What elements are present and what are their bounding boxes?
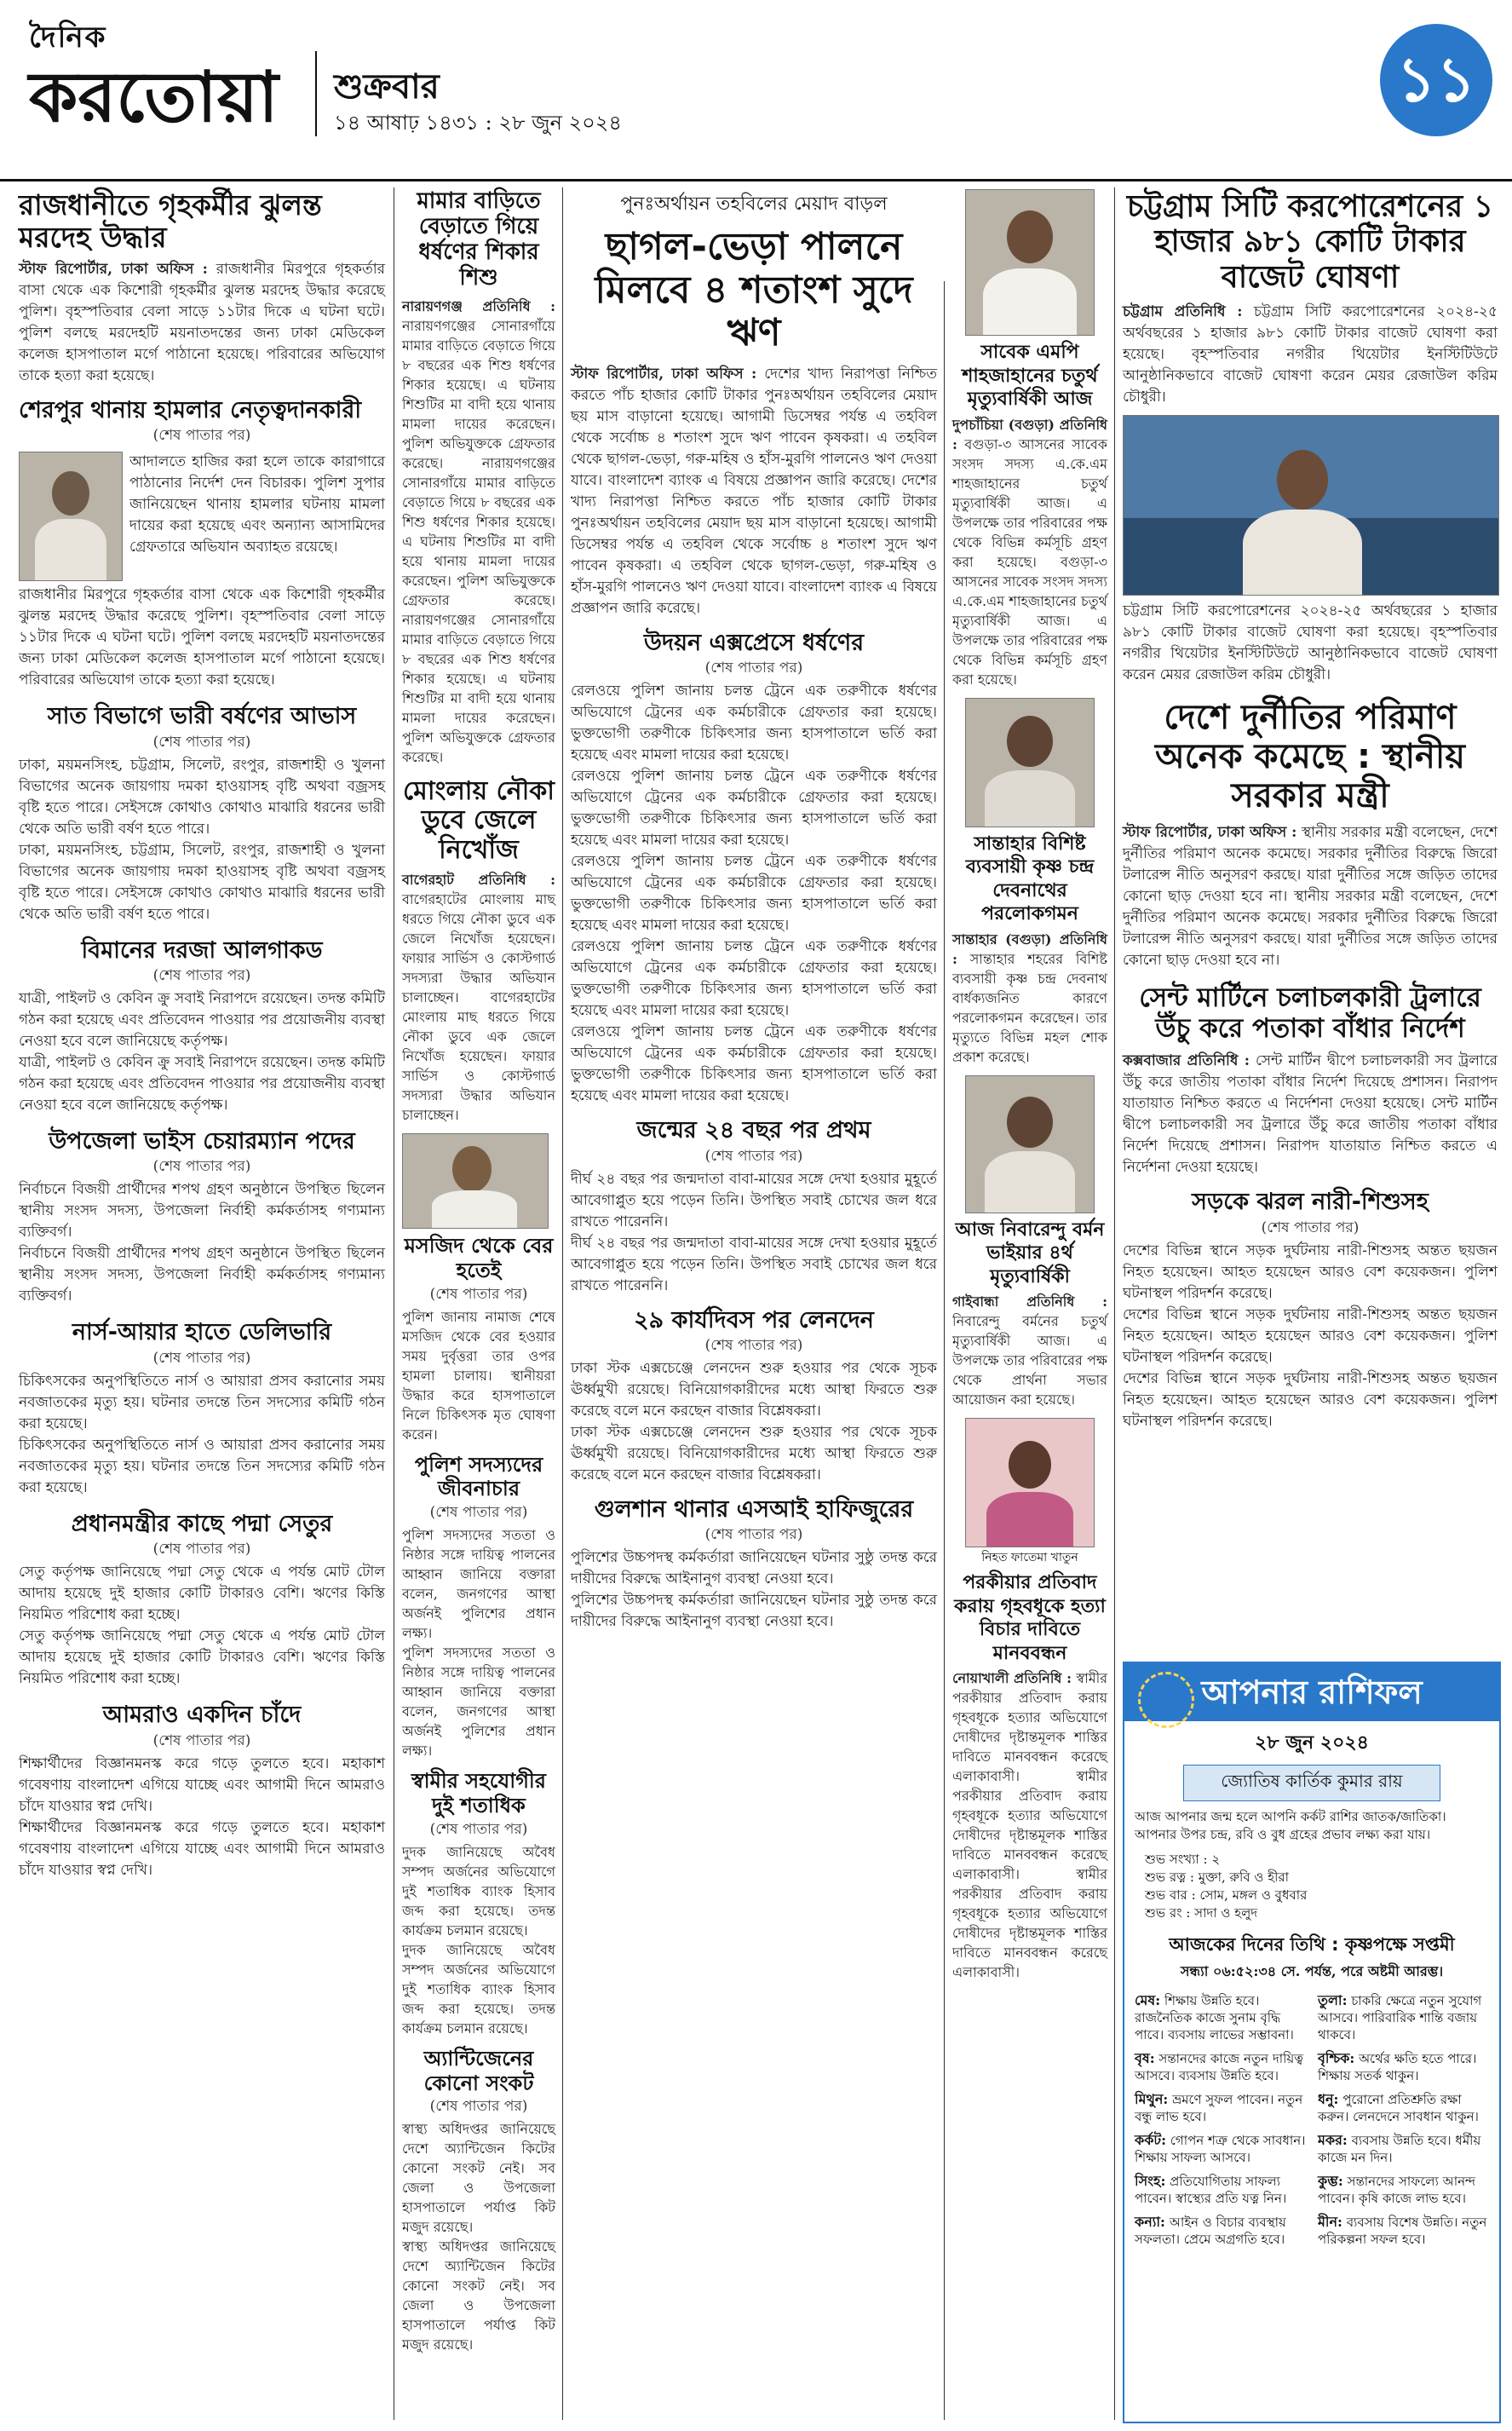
weekday: শুক্রবার <box>334 66 440 107</box>
body-text: দীর্ঘ ২৪ বছর পর জন্মদাতা বাবা-মায়ের সঙ্গে দেখা হওয়ার মুহূর্তে আবেগাপ্লুত হয়ে পড়েন তিনি। উপস্থিত সবাই চোখের জল ধরে রাখতে পারেননি। <box>571 1170 937 1230</box>
continued-label: (শেষ পাতার পর) <box>152 967 251 985</box>
body-text: দেশের খাদ্য নিরাপত্তা নিশ্চিত করতে পাঁচ হাজার কোটি টাকার পুনঃঅর্থায়ন তহবিলের মেয়াদ ছয় মাস বাড়ানো হয়েছে। আগামী ডিসেম্বর পর্যন্ত এ তহবিল থেকে সর্বোচ্চ ৪ শতাংশ সুদে ঋণ পাবেন কৃষকরা। এ তহবিল থেকে ছাগল-ভেড়া, গরু-মহিষ ও হাঁস-মুরগি পালনেও ঋণ দেওয়া যাবে। বাংলাদেশ ব্যাংক এ বিষয়ে প্রজ্ঞাপন জারি করেছে। <box>571 471 937 617</box>
zodiac-capricorn: মকর: ব্যবসায় উন্নতি হবে। ধর্মীয় কাজে মন দিন। <box>1318 2132 1481 2165</box>
zodiac-leo: সিংহ: প্রতিযোগিতায় সাফল্য পাবেন। স্বাস্থ্যের প্রতি যত্ন নিন। <box>1135 2173 1287 2206</box>
headline-29-days-trading: ২৯ কার্যদিবস পর লেনদেন <box>634 1306 874 1334</box>
body-text: নিবারেন্দু বর্মনের চতুর্থ মৃত্যুবার্ষিকী আজ। এ উপলক্ষে তার পরিবারের পক্ষ থেকে প্রার্থনা সভার আয়োজন করা হয়েছে। <box>952 1313 1107 1408</box>
headline-husband-associate: স্বামীর সহযোগীর দুই শতাধিক <box>411 1769 546 1818</box>
body-text: রেলওয়ে পুলিশ জানায় চলন্ত ট্রেনে এক তরুণীকে ধর্ষণের অভিযোগে ট্রেনের এক কর্মচারীকে গ্রেফতার করা হয়েছে। ভুক্তভোগী তরুণীকে চিকিৎসার জন্য হাসপাতালে ভর্তি করা হয়েছে এবং মামলা দায়ের করা হয়েছে। <box>571 768 937 850</box>
body-text: ঢাকা, ময়মনসিংহ, চট্টগ্রাম, সিলেট, রংপুর, রাজশাহী ও খুলনা বিভাগের অনেক জায়গায় দমকা হাওয়াসহ বৃষ্টি অথবা বজ্রসহ বৃষ্টি হতে পারে। সেইসঙ্গে কোথাও কোথাও মাঝারি ধরনের ভারী থেকে অতি ভারী বর্ষণ হতে পারে। <box>19 841 385 923</box>
headline-saint-martin: সেন্ট মার্টিনে চলাচলকারী ট্রলারে উঁচু করে পতাকা বাঁধার নির্দেশ <box>1139 982 1481 1044</box>
horoscope-box <box>1123 1662 1501 2423</box>
article-body <box>952 1292 1107 1409</box>
dateline: স্টাফ রিপোর্টার, ঢাকা অফিস : <box>1123 824 1297 842</box>
body-text: দুদক জানিয়েছে অবৈধ সম্পদ অর্জনের অভিযোগে দুই শতাধিক ব্যাংক হিসাব জব্দ করা হয়েছে। তদন্ত কার্যক্রম চলমান রয়েছে। <box>402 1843 555 1938</box>
dateline: কক্সবাজার প্রতিনিধি : <box>1123 1052 1250 1070</box>
body-text: চট্টগ্রাম সিটি করপোরেশনের ২০২৪-২৫ অর্থবছরের ১ হাজার ৯৮১ কোটি টাকার বাজেট ঘোষণা করা হয়েছে। বৃহস্পতিবার নগরীর থিয়েটার ইনস্টিটিউটে আনুষ্ঠানিকভাবে বাজেট ঘোষণা করেন মেয়র রেজাউল করিম চৌধুরী। <box>1123 303 1498 406</box>
body-text: নারায়ণগঞ্জের সোনারগাঁয়ে মামার বাড়িতে বেড়াতে গিয়ে ৮ বছরের এক শিশু ধর্ষণের শিকার হয়েছে। এ ঘটনায় শিশুটির মা বাদী হয়ে থানায় মামলা দায়ের করেছেন। পুলিশ অভিযুক্তকে গ্রেফতার করেছে। <box>402 317 555 471</box>
newspaper-logo <box>29 15 285 143</box>
column-1 <box>19 189 385 1881</box>
zodiac-aquarius: কুম্ভ: সন্তানদের সাফল্যে আনন্দ পাবেন। কৃষি কাজে লাভ হবে। <box>1318 2173 1476 2206</box>
headline-maid-body: রাজধানীতে গৃহকর্মীর ঝুলন্ত মরদেহ উদ্ধার <box>19 188 322 254</box>
dateline: বাগেরহাট প্রতিনিধি : <box>402 872 555 889</box>
article-body <box>1123 1051 1498 1178</box>
budget-event-photo <box>1123 415 1499 596</box>
astrologer-name: জ্যোতিষ কার্তিক কুমার রায় <box>1183 1765 1440 1801</box>
body-text: চিকিৎসকের অনুপস্থিতিতে নার্স ও আয়ারা প্রসব করানোর সময় নবজাতকের মৃত্যু হয়। ঘটনার তদন্তে তিন সদস্যের কমিটি গঠন করা হয়েছে। <box>19 1372 385 1432</box>
zodiac-scorpio: বৃশ্চিক: অর্থের ক্ষতি হতে পারে। শিক্ষায় সতর্ক থাকুন। <box>1318 2050 1477 2083</box>
dateline: চট্টগ্রাম প্রতিনিধি : <box>1123 303 1243 321</box>
article-body <box>952 415 1107 689</box>
body-text: নির্বাচনে বিজয়ী প্রার্থীদের শপথ গ্রহণ অনুষ্ঠানে উপস্থিত ছিলেন স্থানীয় সংসদ সদস্য, উপজেলা নির্বাহী কর্মকর্তাসহ গণ্যমান্য ব্যক্তিবর্গ। <box>19 1181 385 1241</box>
continued-label: (শেষ পাতার পর) <box>1261 1218 1360 1236</box>
portrait-photo <box>19 452 123 581</box>
portrait-photo <box>965 1075 1095 1213</box>
body-text: পুলিশের উচ্চপদস্থ কর্মকর্তারা জানিয়েছেন ঘটনার সুষ্ঠু তদন্ত করে দায়ীদের বিরুদ্ধে আইনানুগ ব্যবস্থা নেওয়া হবে। <box>571 1592 937 1631</box>
body-text: সেন্ট মার্টিন দ্বীপে চলাচলকারী সব ট্রলারে উঁচু করে জাতীয় পতাকা বাঁধার নির্দেশ দিয়েছে প্রশাসন। নিরাপদ যাতায়াত নিশ্চিত করতে এ নির্দেশনা দেওয়া হয়েছে। <box>1123 1052 1498 1113</box>
body-text: শিক্ষার্থীদের বিজ্ঞানমনস্ক করে গড়ে তুলতে হবে। মহাকাশ গবেষণায় বাংলাদেশ এগিয়ে যাচ্ছে এবং আগামী দিনে আমরাও চাঁদে যাওয়ার স্বপ্ন দেখি। <box>19 1754 385 1815</box>
headline-goat-loan: ছাগল-ভেড়া পালনে মিলবে ৪ শতাংশ সুদে ঋণ <box>595 225 913 355</box>
continued-label: (শেষ পাতার পর) <box>704 1336 803 1354</box>
continued-label: (শেষ পাতার পর) <box>429 1285 528 1303</box>
article-body <box>571 364 937 619</box>
zodiac-libra: তুলা: চাকরি ক্ষেত্রে নতুন সুযোগ আসবে। পারিবারিক শান্তি বজায় থাকবে। <box>1318 1992 1482 2042</box>
body-text: দেশের বিভিন্ন স্থানে সড়ক দুর্ঘটনায় নারী-শিশুসহ অন্তত ছয়জন নিহত হয়েছেন। আহত হয়েছেন আরও বেশ কয়েকজন। পুলিশ ঘটনাস্থল পরিদর্শন করেছে। <box>1123 1241 1498 1302</box>
continued-label: (শেষ পাতার পর) <box>152 427 251 445</box>
logo-small-text: দৈনিক <box>29 20 107 55</box>
body-text: রাজধানীর মিরপুরে গৃহকর্তার বাসা থেকে এক কিশোরী গৃহকর্মীর ঝুলন্ত মরদেহ উদ্ধার করেছে পুলিশ। বৃহস্পতিবার বেলা সাড়ে ১১টার দিকে এ ঘটনা ঘটে। পুলিশ বলছে মরদেহটি ময়নাতদন্তের জন্য ঢাকা মেডিকেল কলেজ হাসপাতাল মর্গে পাঠানো হয়েছে। পরিবারের অভিযোগ তাকে হত্যা করা হয়েছে। <box>19 260 386 384</box>
horoscope-facts <box>1124 1851 1499 1922</box>
continued-label: (শেষ পাতার পর) <box>152 1158 251 1176</box>
body-text: পুলিশ সদস্যদের সততা ও নিষ্ঠার সঙ্গে দায়িত্ব পালনের আহ্বান জানিয়ে বক্তারা বলেন, জনগণের আস্থা অর্জনই পুলিশের প্রধান লক্ষ্য। <box>402 1527 555 1642</box>
masthead <box>0 0 1512 181</box>
headline-rain: সাত বিভাগে ভারী বর্ষণের আভাস <box>47 703 357 730</box>
body-text: আদালতে হাজির করা হলে তাকে কারাগারে পাঠানোর নির্দেশ দেন বিচারক। পুলিশ সুপার জানিয়েছেন থানায় হামলার ঘটনায় মামলা দায়ের করা হয়েছে এবং অন্যান্য আসামিদের গ্রেফতারে অভিযান অব্যাহত রয়েছে। <box>129 453 385 556</box>
body-text: সেতু কর্তৃপক্ষ জানিয়েছে পদ্মা সেতু থেকে এ পর্যন্ত মোট টোল আদায় হয়েছে দুই হাজার কোটি টাকারও বেশি। ঋণের কিস্তি নিয়মিত পরিশোধ করা হচ্ছে। <box>19 1564 385 1624</box>
body-text: স্বাস্থ্য অধিদপ্তর জানিয়েছে দেশে অ্যান্টিজেন কিটের কোনো সংকট নেই। সব জেলা ও উপজেলা হাসপাতালে পর্যাপ্ত কিট মজুদ রয়েছে। <box>402 2238 555 2353</box>
headline-ctg-budget: চট্টগ্রাম সিটি করপোরেশনের ১ হাজার ৯৮১ কোটি টাকার বাজেট ঘোষণা <box>1126 189 1494 295</box>
zodiac-virgo: কন্যা: আইন ও বিচার ব্যবস্থায় সফলতা। প্রেমে অগ্রগতি হবে। <box>1135 2214 1286 2247</box>
headline-mosque: মসজিদ থেকে বের হতেই <box>404 1234 554 1282</box>
dateline: সান্তাহার (বগুড়া) প্রতিনিধি : <box>952 930 1107 967</box>
zodiac-grid <box>1124 1984 1499 2256</box>
body-text: ঢাকা স্টক এক্সচেঞ্জে লেনদেন শুরু হওয়ার পর থেকে সূচক ঊর্ধ্বমুখী রয়েছে। বিনিয়োগকারীদের মধ্যে আস্থা ফিরতে শুরু করেছে বলে মনে করছেন বাজার বিশ্লেষকরা। <box>571 1359 937 1420</box>
continued-label: (শেষ পাতার পর) <box>152 1349 251 1367</box>
headline-police-life: পুলিশ সদস্যদের জীবনাচার <box>414 1452 543 1501</box>
body-text: রেলওয়ে পুলিশ জানায় চলন্ত ট্রেনে এক তরুণীকে ধর্ষণের অভিযোগে ট্রেনের এক কর্মচারীকে গ্রেফতার করা হয়েছে। ভুক্তভোগী তরুণীকে চিকিৎসার জন্য হাসপাতালে ভর্তি করা হয়েছে এবং মামলা দায়ের করা হয়েছে। <box>571 683 937 764</box>
body-text: পুলিশ জানায় নামাজ শেষে মসজিদ থেকে বের হওয়ার সময় দুর্বৃত্তরা তার ওপর হামলা চালায়। স্থানীয়রা উদ্ধার করে হাসপাতালে নিলে চিকিৎসক মৃত ঘোষণা করেন। <box>402 1308 555 1443</box>
body-text: চট্টগ্রাম সিটি করপোরেশনের ২০২৪-২৫ অর্থবছরের ১ হাজার ৯৮১ কোটি টাকার বাজেট ঘোষণা করা হয়েছে। বৃহস্পতিবার নগরীর থিয়েটার ইনস্টিটিউটে আনুষ্ঠানিকভাবে বাজেট ঘোষণা করেন মেয়র রেজাউল করিম চৌধুরী। <box>1123 602 1498 684</box>
headline-mongla-boat: মোংলায় নৌকা ডুবে জেলে নিখোঁজ <box>403 775 555 865</box>
body-text: সেন্ট মার্টিন দ্বীপে চলাচলকারী সব ট্রলারে উঁচু করে জাতীয় পতাকা বাঁধার নির্দেশ দিয়েছে প্রশাসন। নিরাপদ যাতায়াত নিশ্চিত করতে এ নির্দেশনা দেওয়া হয়েছে। <box>1123 1095 1498 1177</box>
body-text: বগুড়া-৩ আসনের সাবেক সংসদ সদস্য এ.কে.এম শাহজাহানের চতুর্থ মৃত্যুবার্ষিকী আজ। এ উপলক্ষে তার পরিবারের পক্ষ থেকে বিভিন্ন কর্মসূচি গ্রহণ করা হয়েছে। <box>952 553 1107 688</box>
zodiac-aries: মেষ: শিক্ষায় উন্নতি হবে। রাজনৈতিক কাজে সুনাম বৃদ্ধি পাবে। ব্যবসায় লাভের সম্ভাবনা। <box>1135 1992 1294 2042</box>
body-text: বাগেরহাটের মোংলায় মাছ ধরতে গিয়ে নৌকা ডুবে এক জেলে নিখোঁজ হয়েছেন। ফায়ার সার্ভিস ও কোস্টগার্ড সদস্যরা উদ্ধার অভিযান চালাচ্ছেন। <box>402 989 555 1124</box>
body-text: রেলওয়ে পুলিশ জানায় চলন্ত ট্রেনে এক তরুণীকে ধর্ষণের অভিযোগে ট্রেনের এক কর্মচারীকে গ্রেফতার করা হয়েছে। ভুক্তভোগী তরুণীকে চিকিৎসার জন্য হাসপাতালে ভর্তি করা হয়েছে এবং মামলা দায়ের করা হয়েছে। <box>571 853 937 935</box>
column-5 <box>1123 189 1498 1432</box>
body-text: রাজধানীর মিরপুরে গৃহকর্তার বাসা থেকে এক কিশোরী গৃহকর্মীর ঝুলন্ত মরদেহ উদ্ধার করেছে পুলিশ। বৃহস্পতিবার বেলা সাড়ে ১১টার দিকে এ ঘটনা ঘটে। পুলিশ বলছে মরদেহটি ময়নাতদন্তের জন্য ঢাকা মেডিকেল কলেজ হাসপাতাল মর্গে পাঠানো হয়েছে। পরিবারের অভিযোগ তাকে হত্যা করা হয়েছে। <box>19 586 385 689</box>
horoscope-header <box>1124 1663 1499 1721</box>
continued-label: (শেষ পাতার পর) <box>429 1504 528 1522</box>
column-rule <box>1114 187 1115 2420</box>
headline-child-abuse: মামার বাড়িতে বেড়াতে গিয়ে ধর্ষণের শিকার শিশু <box>417 188 541 291</box>
body-text: দেশের বিভিন্ন স্থানে সড়ক দুর্ঘটনায় নারী-শিশুসহ অন্তত ছয়জন নিহত হয়েছেন। আহত হয়েছেন আরও বেশ কয়েকজন। পুলিশ ঘটনাস্থল পরিদর্শন করেছে। <box>1123 1305 1498 1366</box>
fact-item: শুভ রং : সাদা ও হলুদ <box>1145 1905 1258 1921</box>
horoscope-intro: আজ আপনার জন্ম হলে আপনি কর্কট রাশির জাতক/জাতিকা। আপনার উপর চন্দ্র, রবি ও বুধ গ্রহের প্রভাব লক্ষ্য করা যায়। <box>1135 1809 1446 1842</box>
body-text: স্বাস্থ্য অধিদপ্তর জানিয়েছে দেশে অ্যান্টিজেন কিটের কোনো সংকট নেই। সব জেলা ও উপজেলা হাসপাতালে পর্যাপ্ত কিট মজুদ রয়েছে। <box>402 2121 555 2236</box>
continued-label: (শেষ পাতার পর) <box>429 2098 528 2116</box>
headline-corruption: দেশে দুর্নীতির পরিমাণ অনেক কমেছে : স্থানীয় সরকার মন্ত্রী <box>1155 698 1465 816</box>
horoscope-title: আপনার রাশিফল <box>1201 1673 1423 1711</box>
article-body <box>1123 822 1498 971</box>
tithi-title: আজকের দিনের তিথি : কৃষ্ণপক্ষে সপ্তমী <box>1169 1934 1455 1955</box>
column-4 <box>952 189 1107 1982</box>
body-text: দেশের খাদ্য নিরাপত্তা নিশ্চিত করতে পাঁচ হাজার কোটি টাকার পুনঃঅর্থায়ন তহবিলের মেয়াদ ছয় মাস বাড়ানো হয়েছে। আগামী ডিসেম্বর পর্যন্ত এ তহবিল থেকে সর্বোচ্চ ৪ শতাংশ সুদে ঋণ পাবেন কৃষকরা। এ তহবিল থেকে ছাগল-ভেড়া, গরু-মহিষ ও হাঁস-মুরগি পালনেও ঋণ দেওয়া যাবে। বাংলাদেশ ব্যাংক এ বিষয়ে প্রজ্ঞাপন জারি করেছে। <box>571 365 937 489</box>
body-text: রেলওয়ে পুলিশ জানায় চলন্ত ট্রেনে এক তরুণীকে ধর্ষণের অভিযোগে ট্রেনের এক কর্মচারীকে গ্রেফতার করা হয়েছে। ভুক্তভোগী তরুণীকে চিকিৎসার জন্য হাসপাতালে ভর্তি করা হয়েছে এবং মামলা দায়ের করা হয়েছে। <box>571 1023 937 1105</box>
article-body <box>952 930 1107 1067</box>
body-text: নির্বাচনে বিজয়ী প্রার্থীদের শপথ গ্রহণ অনুষ্ঠানে উপস্থিত ছিলেন স্থানীয় সংসদ সদস্য, উপজেলা নির্বাহী কর্মকর্তাসহ গণ্যমান্য ব্যক্তিবর্গ। <box>19 1245 385 1305</box>
body-text: যাত্রী, পাইলট ও কেবিন ক্রু সবাই নিরাপদে রয়েছেন। তদন্ত কমিটি গঠন করা হয়েছে এবং প্রতিবেদন পাওয়ার পর প্রয়োজনীয় ব্যবস্থা নেওয়া হবে বলে জানিয়েছে কর্তৃপক্ষ। <box>19 1054 385 1115</box>
body-text: দুদক জানিয়েছে অবৈধ সম্পদ অর্জনের অভিযোগে দুই শতাধিক ব্যাংক হিসাব জব্দ করা হয়েছে। তদন্ত কার্যক্রম চলমান রয়েছে। <box>402 1941 555 2036</box>
kicker: পুনঃঅর্থায়ন তহবিলের মেয়াদ বাড়ল <box>620 193 888 215</box>
logo-name: করতোয়া <box>29 57 279 138</box>
body-text: শিক্ষার্থীদের বিজ্ঞানমনস্ক করে গড়ে তুলতে হবে। মহাকাশ গবেষণায় বাংলাদেশ এগিয়ে যাচ্ছে এবং আগামী দিনে আমরাও চাঁদে যাওয়ার স্বপ্ন দেখি। <box>19 1818 385 1879</box>
zodiac-wheel-icon <box>1138 1672 1194 1728</box>
headline-udayan-express: উদয়ন এক্সপ্রেসে ধর্ষণের <box>643 629 865 656</box>
zodiac-pisces: মীন: ব্যবসায় বিশেষ উন্নতি। নতুন পরিকল্পনা সফল হবে। <box>1318 2214 1487 2247</box>
headline-krishna-debnath: সান্তাহার বিশিষ্ট ব্যবসায়ী কৃষ্ণ চন্দ্র দেবনাথের পরলোকগমন <box>965 832 1095 925</box>
continued-label: (শেষ পাতার পর) <box>152 1541 251 1558</box>
tithi-time: সন্ধ্যা ০৬:৫২:৩৪ সে. পর্যন্ত, পরে অষ্টমী আরম্ভ। <box>1180 1963 1444 1979</box>
fact-item: শুভ রত্ন : মুক্তা, রুবি ও হীরা <box>1145 1869 1289 1885</box>
body-text: নারায়ণগঞ্জের সোনারগাঁয়ে মামার বাড়িতে বেড়াতে গিয়ে ৮ বছরের এক শিশু ধর্ষণের শিকার হয়েছে। এ ঘটনায় শিশুটির মা বাদী হয়ে থানায় মামলা দায়ের করেছেন। পুলিশ অভিযুক্তকে গ্রেফতার করেছে। <box>402 454 555 608</box>
body-text: স্বামীর পরকীয়ার প্রতিবাদ করায় গৃহবধূকে হত্যার অভিযোগে দোষীদের দৃষ্টান্তমূলক শাস্তির দাবিতে মানববন্ধন করেছে এলাকাবাসী। <box>952 1768 1107 1882</box>
body-text: পুলিশের উচ্চপদস্থ কর্মকর্তারা জানিয়েছেন ঘটনার সুষ্ঠু তদন্ত করে দায়ীদের বিরুদ্ধে আইনানুগ ব্যবস্থা নেওয়া হবে। <box>571 1549 937 1588</box>
headline-nibarendu-anniversary: আজ নিবারেন্দু বর্মন ভাইয়ার ৪র্থ মৃত্যুবার্ষিকী <box>955 1218 1105 1288</box>
portrait-photo <box>965 189 1095 336</box>
body-text: যাত্রী, পাইলট ও কেবিন ক্রু সবাই নিরাপদে রয়েছেন। তদন্ত কমিটি গঠন করা হয়েছে এবং প্রতিবেদন পাওয়ার পর প্রয়োজনীয় ব্যবস্থা নেওয়া হবে বলে জানিয়েছে কর্তৃপক্ষ। <box>19 990 385 1051</box>
headline-vice-chairman: উপজেলা ভাইস চেয়ারম্যান পদের <box>49 1128 355 1155</box>
body-text: স্থানীয় সরকার মন্ত্রী বলেছেন, দেশে দুর্নীতির পরিমাণ অনেক কমেছে। সরকার দুর্নীতির বিরুদ্ধে জিরো টলারেন্স নীতি অনুসরণ করছে। যারা দুর্নীতির সঙ্গে জড়িত তাদের কোনো ছাড় দেওয়া হবে না। <box>1123 824 1498 906</box>
body-text: দীর্ঘ ২৪ বছর পর জন্মদাতা বাবা-মায়ের সঙ্গে দেখা হওয়ার মুহূর্তে আবেগাপ্লুত হয়ে পড়েন তিনি। উপস্থিত সবাই চোখের জল ধরে রাখতে পারেননি। <box>571 1234 937 1294</box>
column-3 <box>571 189 937 1633</box>
headline-plane-door: বিমানের দরজা আলগাকড <box>81 936 323 964</box>
continued-label: (শেষ পাতার পর) <box>704 1526 803 1544</box>
dateline: দুপচাঁচিয়া (বগুড়া) প্রতিনিধি : <box>952 416 1107 452</box>
dateline: গাইবান্ধা প্রতিনিধি : <box>952 1293 1107 1310</box>
headline-antigen: অ্যান্টিজেনের কোনো সংকট <box>423 2046 534 2095</box>
body-text: স্বামীর পরকীয়ার প্রতিবাদ করায় গৃহবধূকে হত্যার অভিযোগে দোষীদের দৃষ্টান্তমূলক শাস্তির দাবিতে মানববন্ধন করেছে এলাকাবাসী। <box>952 1866 1107 1980</box>
column-rule <box>944 281 945 2420</box>
body-text: রেলওয়ে পুলিশ জানায় চলন্ত ট্রেনে এক তরুণীকে ধর্ষণের অভিযোগে ট্রেনের এক কর্মচারীকে গ্রেফতার করা হয়েছে। ভুক্তভোগী তরুণীকে চিকিৎসার জন্য হাসপাতালে ভর্তি করা হয়েছে এবং মামলা দায়ের করা হয়েছে। <box>571 938 937 1020</box>
zodiac-gemini: মিথুন: ভ্রমণে সুফল পাবেন। নতুন বন্ধু লাভ হবে। <box>1135 2091 1303 2124</box>
body-text: সেতু কর্তৃপক্ষ জানিয়েছে পদ্মা সেতু থেকে এ পর্যন্ত মোট টোল আদায় হয়েছে দুই হাজার কোটি টাকারও বেশি। ঋণের কিস্তি নিয়মিত পরিশোধ করা হচ্ছে। <box>19 1627 385 1688</box>
dateline: স্টাফ রিপোর্টার, ঢাকা অফিস : <box>571 365 757 383</box>
headline-padma-bridge: প্রধানমন্ত্রীর কাছে পদ্মা সেতুর <box>71 1510 333 1537</box>
continued-label: (শেষ পাতার পর) <box>429 1820 528 1838</box>
body-text: স্বামীর পরকীয়ার প্রতিবাদ করায় গৃহবধূকে হত্যার অভিযোগে দোষীদের দৃষ্টান্তমূলক শাস্তির দাবিতে মানববন্ধন করেছে এলাকাবাসী। <box>952 1670 1107 1784</box>
article-body <box>19 259 385 387</box>
zodiac-sagittarius: ধনু: পুরোনো প্রতিশ্রুতি রক্ষা করুন। লেনদেনে সাবধান থাকুন। <box>1318 2091 1479 2124</box>
headline-gulshan-si: গুলশান থানার এসআই হাফিজুরের <box>594 1495 914 1523</box>
article-body <box>402 870 555 1125</box>
continued-label: (শেষ পাতার পর) <box>704 1147 803 1165</box>
continued-label: (শেষ পাতার পর) <box>152 1731 251 1749</box>
body-text: বগুড়া-৩ আসনের সাবেক সংসদ সদস্য এ.কে.এম শাহজাহানের চতুর্থ মৃত্যুবার্ষিকী আজ। এ উপলক্ষে তার পরিবারের পক্ষ থেকে বিভিন্ন কর্মসূচি গ্রহণ করা হয়েছে। <box>952 435 1108 570</box>
continued-label: (শেষ পাতার পর) <box>704 660 803 677</box>
article-body <box>1123 302 1498 408</box>
body-text: নারায়ণগঞ্জের সোনারগাঁয়ে মামার বাড়িতে বেড়াতে গিয়ে ৮ বছরের এক শিশু ধর্ষণের শিকার হয়েছে। এ ঘটনায় শিশুটির মা বাদী হয়ে থানায় মামলা দায়ের করেছেন। পুলিশ অভিযুক্তকে গ্রেফতার করেছে। <box>402 611 555 765</box>
zodiac-cancer: কর্কট: গোপন শত্রু থেকে সাবধান। শিক্ষায় সাফল্য আসবে। <box>1135 2132 1306 2165</box>
page-number-badge: ১১ <box>1380 24 1492 136</box>
dateline: নোয়াখালী প্রতিনিধি : <box>952 1670 1072 1686</box>
headline-nurse-delivery: নার্স-আয়ার হাতে ডেলিভারি <box>72 1319 332 1346</box>
body-text: পুলিশ সদস্যদের সততা ও নিষ্ঠার সঙ্গে দায়িত্ব পালনের আহ্বান জানিয়ে বক্তারা বলেন, জনগণের আস্থা অর্জনই পুলিশের প্রধান লক্ষ্য। <box>402 1645 555 1760</box>
body-text: চিকিৎসকের অনুপস্থিতিতে নার্স ও আয়ারা প্রসব করানোর সময় নবজাতকের মৃত্যু হয়। ঘটনার তদন্তে তিন সদস্যের কমিটি গঠন করা হয়েছে। <box>19 1436 385 1496</box>
photo-caption: নিহত ফাতেমা খাতুন <box>981 1551 1078 1564</box>
fact-item: শুভ সংখ্যা : ২ <box>1145 1852 1221 1867</box>
headline-housewife-murder: পরকীয়ার প্রতিবাদ করায় গৃহবধূকে হত্যা বিচার দাবিতে মানববন্ধন <box>954 1572 1106 1664</box>
article-body <box>952 1668 1107 1982</box>
headline-shahjahan-anniversary: সাবেক এমপি শাহজাহানের চতুর্থ মৃত্যুবার্ষিকী আজ <box>962 342 1098 410</box>
dateline: নারায়ণগঞ্জ প্রতিনিধি : <box>402 297 555 314</box>
body-text: ঢাকা স্টক এক্সচেঞ্জে লেনদেন শুরু হওয়ার পর থেকে সূচক ঊর্ধ্বমুখী রয়েছে। বিনিয়োগকারীদের মধ্যে আস্থা ফিরতে শুরু করেছে বলে মনে করছেন বাজার বিশ্লেষকরা। <box>571 1423 937 1483</box>
dateline: স্টাফ রিপোর্টার, ঢাকা অফিস : <box>19 260 208 278</box>
body-text: ঢাকা, ময়মনসিংহ, চট্টগ্রাম, সিলেট, রংপুর, রাজশাহী ও খুলনা বিভাগের অনেক জায়গায় দমকা হাওয়াসহ বৃষ্টি অথবা বজ্রসহ বৃষ্টি হতে পারে। সেইসঙ্গে কোথাও কোথাও মাঝারি ধরনের ভারী থেকে অতি ভারী বর্ষণ হতে পারে। <box>19 756 385 838</box>
portrait-photo <box>965 1418 1095 1547</box>
body-text: স্থানীয় সরকার মন্ত্রী বলেছেন, দেশে দুর্নীতির পরিমাণ অনেক কমেছে। সরকার দুর্নীতির বিরুদ্ধে জিরো টলারেন্স নীতি অনুসরণ করছে। যারা দুর্নীতির সঙ্গে জড়িত তাদের কোনো ছাড় দেওয়া হবে না। <box>1123 888 1498 970</box>
issue-date: ১৪ আষাঢ় ১৪৩১ : ২৮ জুন ২০২৪ <box>334 111 622 135</box>
headline-road-accident: সড়কে ঝরল নারী-শিশুসহ <box>1192 1189 1429 1216</box>
body-text: সান্তাহার শহরের বিশিষ্ট ব্যবসায়ী কৃষ্ণ চন্দ্র দেবনাথ বার্ধক্যজনিত কারণে পরলোকগমন করেছেন। তার মৃত্যুতে বিভিন্ন মহল শোক প্রকাশ করেছে। <box>952 950 1107 1065</box>
column-2 <box>402 189 555 2354</box>
continued-label: (শেষ পাতার পর) <box>152 733 251 751</box>
headline-24-years: জন্মের ২৪ বছর পর প্রথম <box>636 1117 871 1144</box>
masthead-divider <box>315 51 317 136</box>
body-text: দেশের বিভিন্ন স্থানে সড়ক দুর্ঘটনায় নারী-শিশুসহ অন্তত ছয়জন নিহত হয়েছেন। আহত হয়েছেন আরও বেশ কয়েকজন। পুলিশ ঘটনাস্থল পরিদর্শন করেছে। <box>1123 1369 1498 1430</box>
headline-sherpur: শেরপুর থানায় হামলার নেতৃত্বদানকারী <box>19 396 362 423</box>
column-rule <box>562 187 563 2420</box>
article-body <box>402 297 555 767</box>
zodiac-taurus: বৃষ: সন্তানদের কাজে নতুন দায়িত্ব আসবে। ব্যবসায় উন্নতি হবে। <box>1135 2050 1303 2083</box>
portrait-photo <box>402 1133 549 1229</box>
body-text: বাগেরহাটের মোংলায় মাছ ধরতে গিয়ে নৌকা ডুবে এক জেলে নিখোঁজ হয়েছেন। ফায়ার সার্ভিস ও কোস্টগার্ড সদস্যরা উদ্ধার অভিযান চালাচ্ছেন। <box>402 891 555 1006</box>
portrait-photo <box>965 698 1095 827</box>
horoscope-date: ২৮ জুন ২০২৪ <box>1255 1731 1369 1754</box>
fact-item: শুভ বার : সোম, মঙ্গল ও বুধবার <box>1145 1887 1308 1903</box>
headline-moon: আমরাও একদিন চাঁদে <box>102 1702 302 1729</box>
